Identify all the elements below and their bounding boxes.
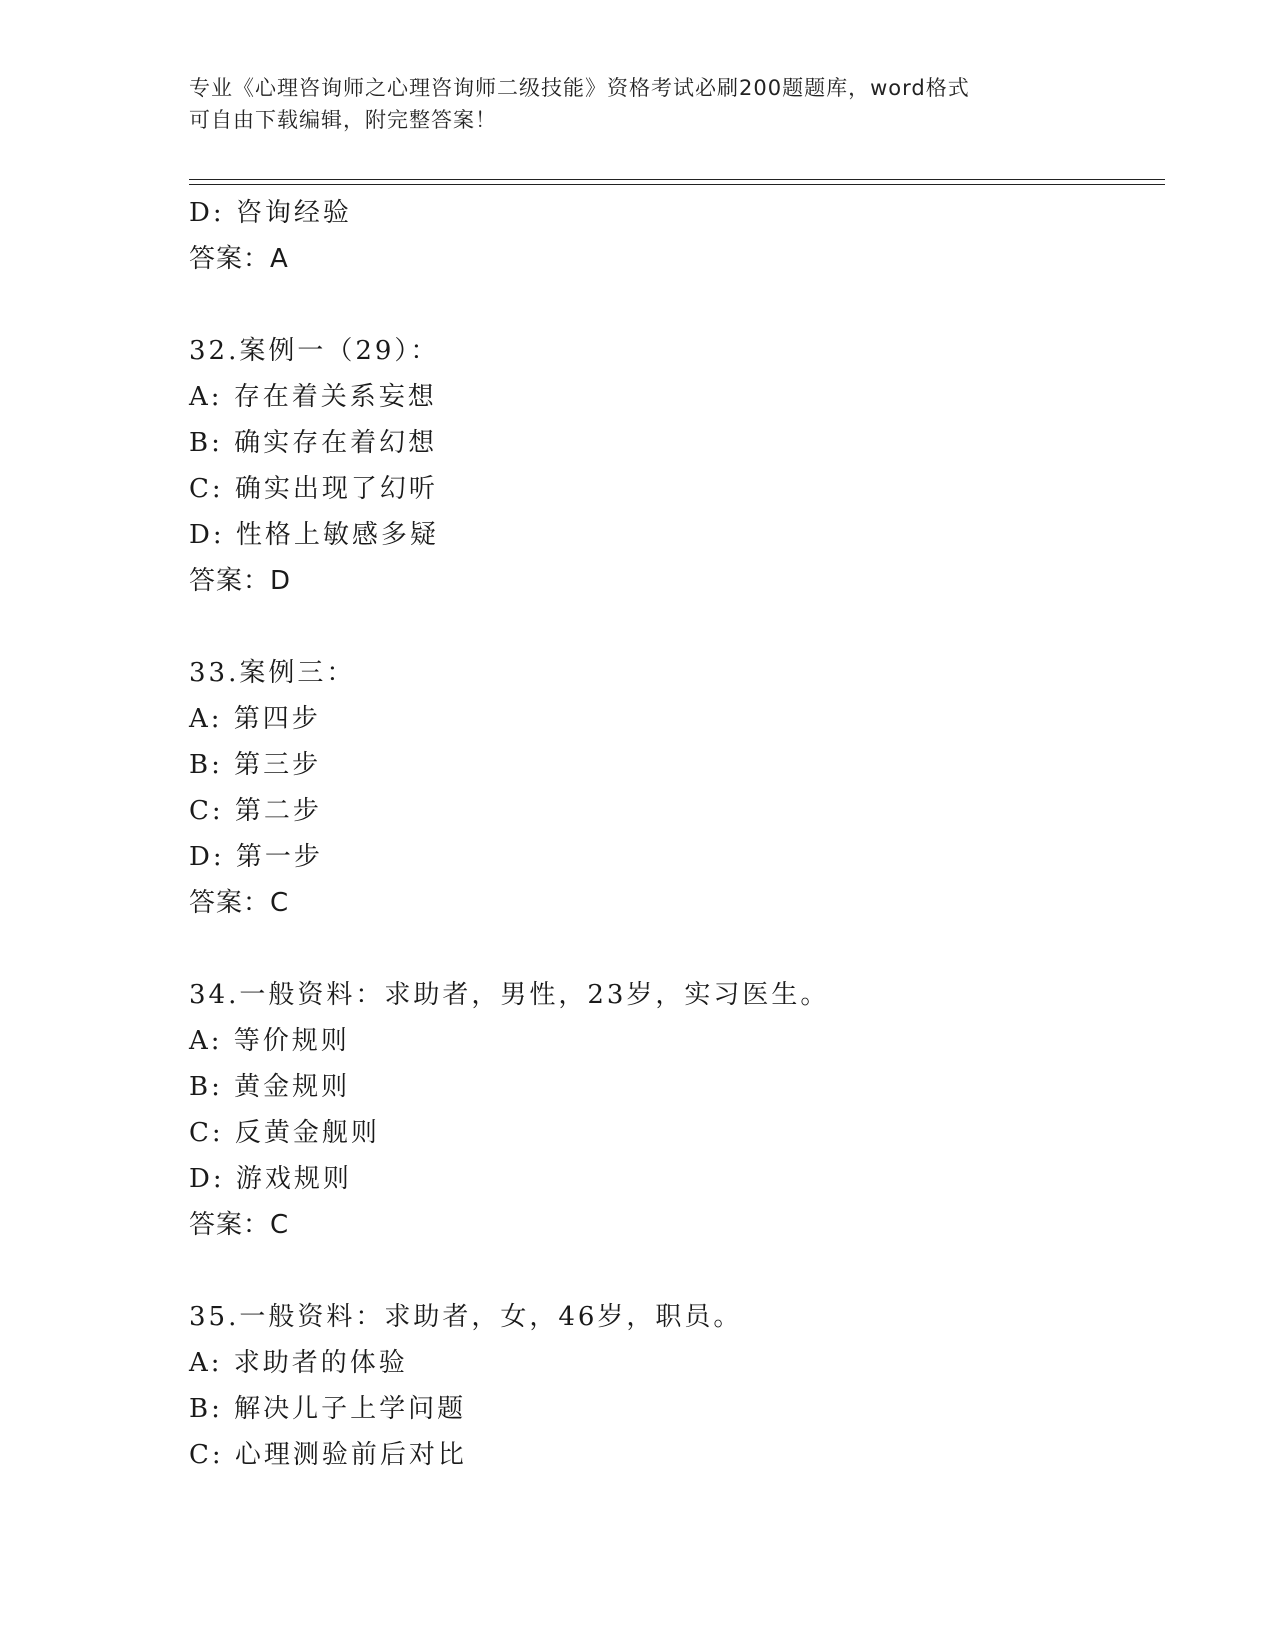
spacer <box>189 1248 1165 1294</box>
question-33 <box>189 650 1165 926</box>
answer: 答案：C <box>189 1210 290 1240</box>
option-d: D: 游戏规则 <box>189 1164 352 1194</box>
question-content <box>189 190 1165 1478</box>
option-b: B: 黄金规则 <box>189 1072 351 1102</box>
answer: 答案：D <box>189 566 292 596</box>
header-line-1: 专业《心理咨询师之心理咨询师二级技能》资格考试必刷200题题库，word格式 <box>189 76 970 100</box>
prev-option-d: D: 咨询经验 <box>189 198 352 228</box>
prev-answer: 答案：A <box>189 244 289 274</box>
option-b: B: 第三步 <box>189 750 322 780</box>
option-a: A: 求助者的体验 <box>189 1348 408 1378</box>
option-d: D: 第一步 <box>189 842 323 872</box>
header-divider-bottom <box>189 184 1165 185</box>
option-d: D: 性格上敏感多疑 <box>189 520 439 550</box>
spacer <box>189 604 1165 650</box>
question-title: 34.一般资料：求助者，男性，23岁，实习医生。 <box>189 980 830 1010</box>
question-title: 33.案例三： <box>189 658 356 688</box>
answer: 答案：C <box>189 888 290 918</box>
spacer <box>189 282 1165 328</box>
option-c: C: 确实出现了幻听 <box>189 474 438 504</box>
header-line-2: 可自由下载编辑，附完整答案！ <box>189 108 497 132</box>
question-32 <box>189 328 1165 604</box>
question-title: 32.案例一（29）： <box>189 336 440 366</box>
question-35 <box>189 1294 1165 1478</box>
document-header <box>189 72 1089 136</box>
option-a: A: 第四步 <box>189 704 321 734</box>
header-divider-top <box>189 179 1165 180</box>
spacer <box>189 926 1165 972</box>
option-b: B: 确实存在着幻想 <box>189 428 438 458</box>
option-b: B: 解决儿子上学问题 <box>189 1394 467 1424</box>
question-title: 35.一般资料：求助者，女，46岁，职员。 <box>189 1302 743 1332</box>
option-c: C: 第二步 <box>189 796 322 826</box>
option-c: C: 反黄金舰则 <box>189 1118 380 1148</box>
option-c: C: 心理测验前后对比 <box>189 1440 467 1470</box>
question-34 <box>189 972 1165 1248</box>
option-a: A: 存在着关系妄想 <box>189 382 437 412</box>
option-a: A: 等价规则 <box>189 1026 350 1056</box>
